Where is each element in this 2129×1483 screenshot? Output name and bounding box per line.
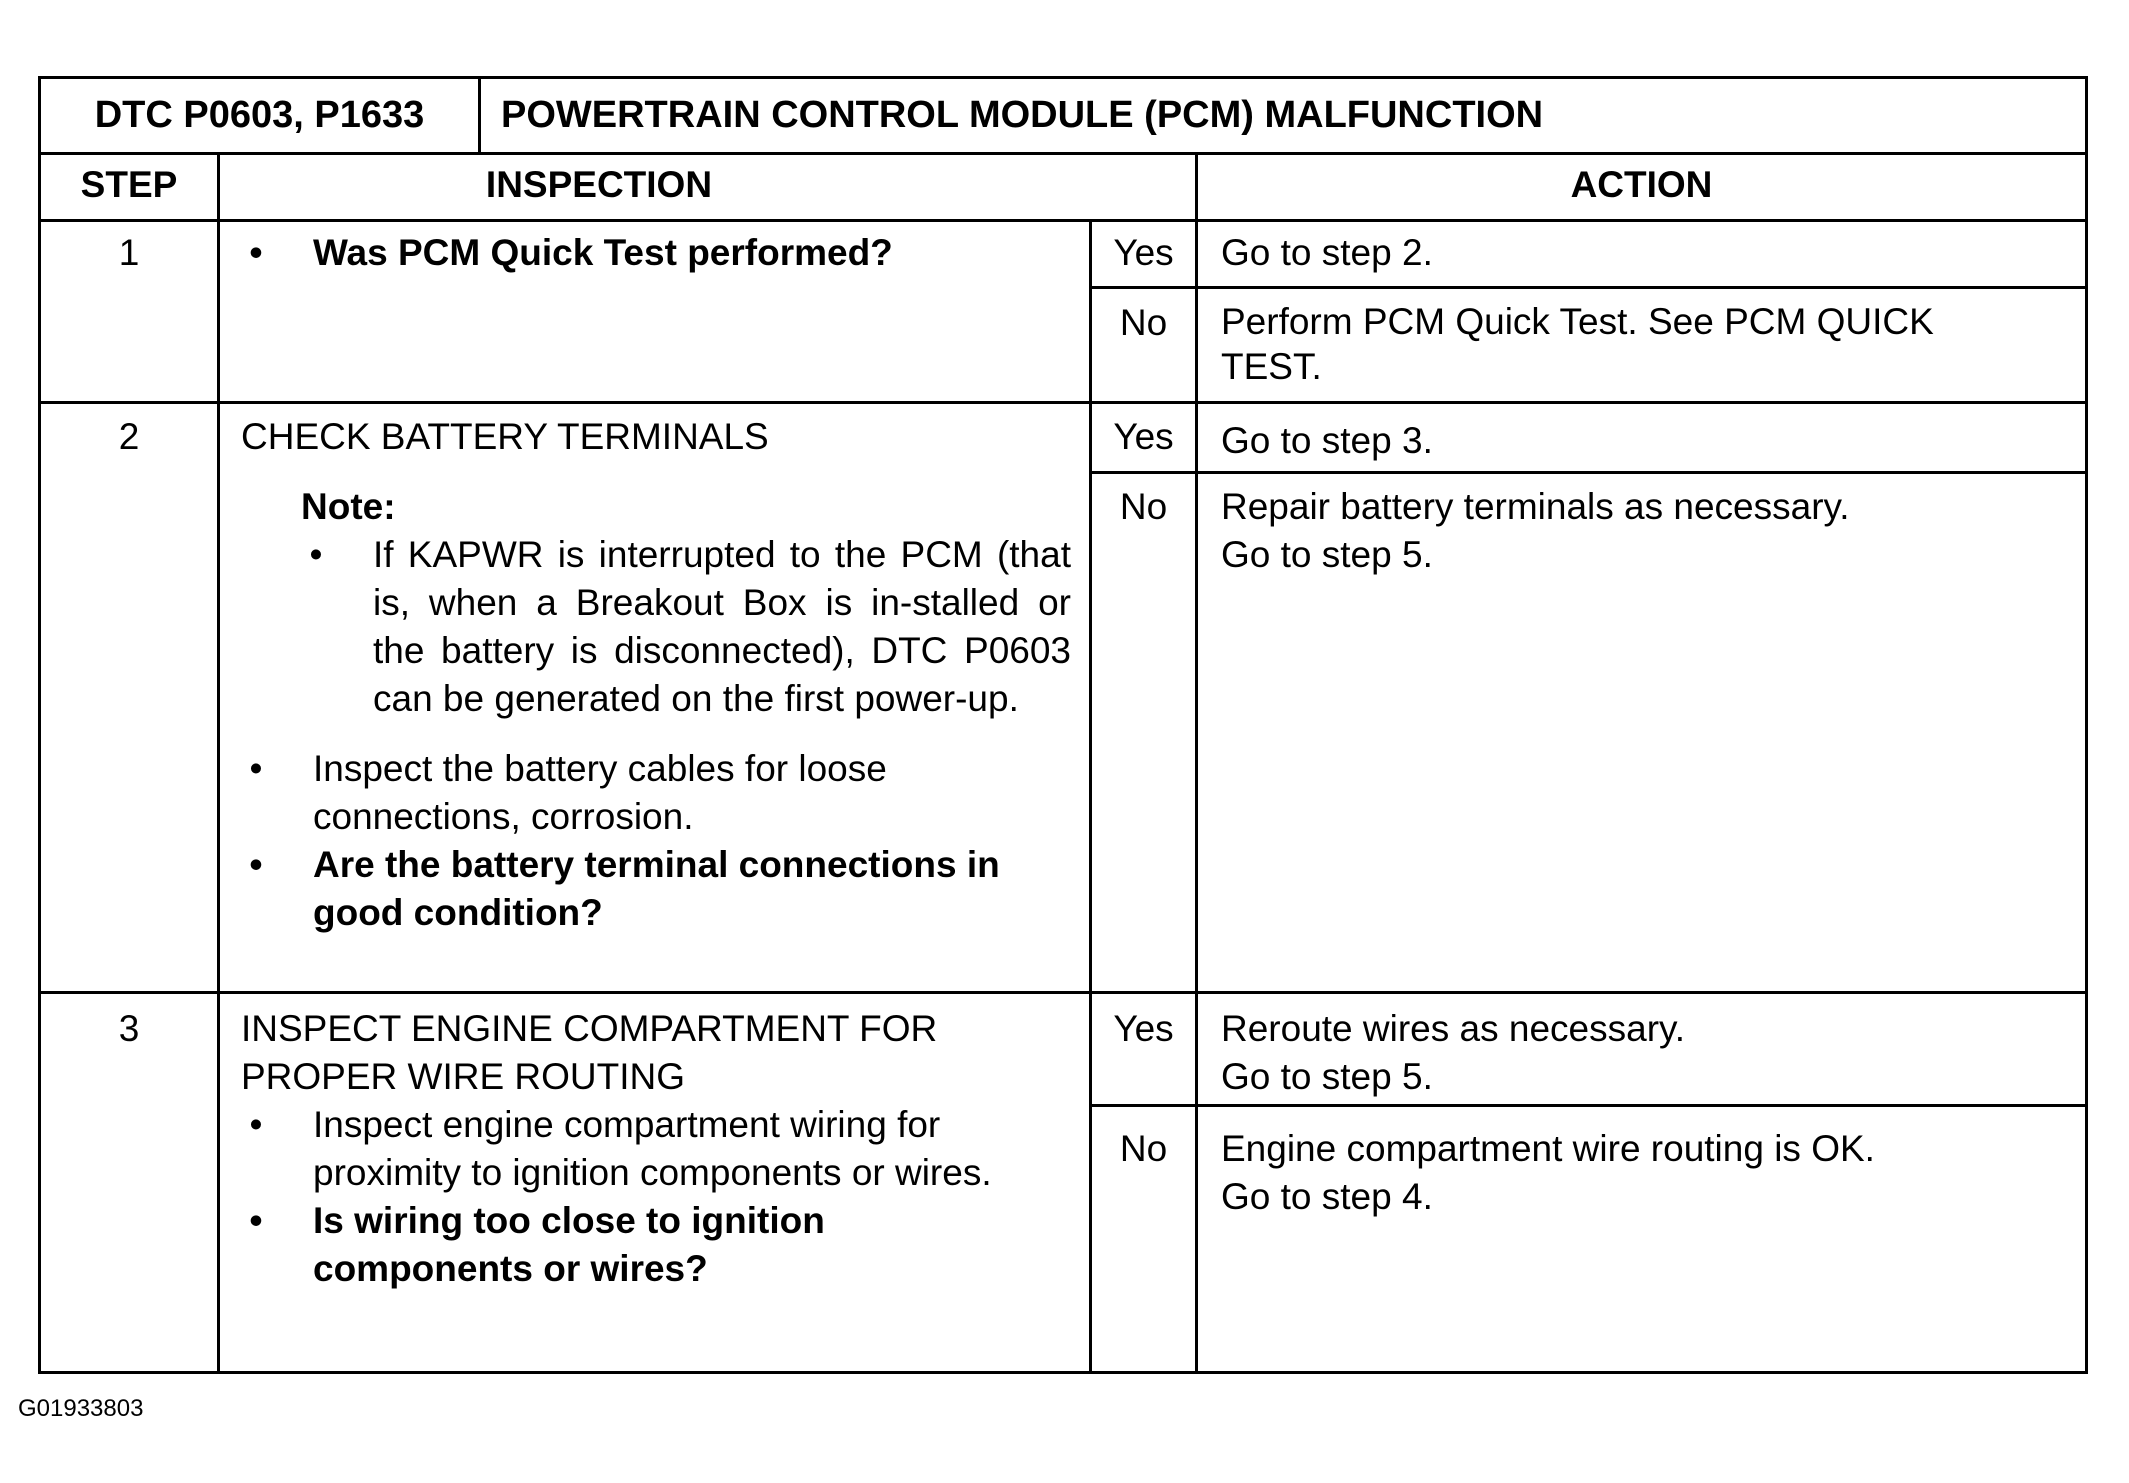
row-divider: [1089, 471, 2085, 474]
note-item: [301, 531, 1071, 723]
yes-action: Go to step 2.: [1221, 232, 1433, 273]
no-action-line: Engine compartment wire routing is OK.: [1221, 1128, 1875, 1169]
no-action-line: Go to step 5.: [1221, 534, 1433, 575]
no-label: No: [1119, 486, 1168, 527]
column-divider: [217, 152, 220, 1371]
bullet-icon: •: [249, 748, 263, 789]
question-text: Are the battery terminal connections in good condition?: [313, 844, 1000, 933]
no-action-line: Perform PCM Quick Test. See PCM QUICK: [1221, 301, 1934, 342]
inspection-question: [241, 1197, 1071, 1293]
no-label: No: [1119, 1128, 1168, 1169]
column-divider: [1195, 152, 1198, 1371]
bullet-icon: •: [309, 534, 323, 575]
page-title: POWERTRAIN CONTROL MODULE (PCM) MALFUNCTION: [501, 94, 1544, 136]
question-text: Was PCM Quick Test performed?: [313, 232, 893, 273]
inspection-bullet: [241, 1101, 1071, 1197]
column-divider: [478, 79, 481, 152]
bullet-icon: •: [249, 232, 263, 273]
no-action: [1221, 1125, 2071, 1221]
inspection-question: [241, 841, 1071, 937]
yes-label: Yes: [1113, 232, 1174, 273]
figure-code: G01933803: [18, 1395, 144, 1422]
bullet-icon: •: [249, 1104, 263, 1145]
step-number: 1: [118, 232, 140, 273]
yes-label: Yes: [1113, 416, 1174, 457]
no-action: [1221, 483, 2071, 579]
no-action-line: Repair battery terminals as necessary.: [1221, 486, 1850, 527]
row-divider: [41, 152, 2085, 155]
inspection-cell: [241, 1005, 1071, 1293]
yes-action: [1221, 1005, 2071, 1101]
column-header-step: STEP: [80, 164, 178, 205]
question-text: Is wiring too close to ignition components or wires?: [313, 1200, 825, 1289]
row-divider: [41, 401, 2085, 404]
column-header-action: ACTION: [1570, 164, 1713, 205]
note-block: [241, 483, 1071, 723]
yes-label: Yes: [1113, 1008, 1174, 1049]
yes-action-line: Reroute wires as necessary.: [1221, 1008, 1686, 1049]
note-text: If KAPWR is interrupted to the PCM (that is, when a Breakout Box is in-stalled or the battery is disconnected), DTC P0603 can be generated on the first power-up.: [373, 534, 1071, 719]
dtc-codes: DTC P0603, P1633: [94, 94, 425, 136]
dtc-table: [38, 76, 2088, 1374]
row-divider: [1089, 1104, 2085, 1107]
inspection-bullet: [241, 745, 1071, 841]
row-divider: [1089, 286, 2085, 289]
no-action: [1221, 299, 2071, 389]
yes-action-line: Go to step 5.: [1221, 1056, 1433, 1097]
no-action-line: TEST.: [1221, 346, 1322, 387]
bullet-icon: •: [249, 844, 263, 885]
inspection-question: [241, 229, 1071, 277]
bullet-text: Inspect engine compartment wiring for proximity to ignition components or wires.: [313, 1104, 992, 1193]
column-divider: [1089, 219, 1092, 1371]
bullet-text: Inspect the battery cables for loose connections, corrosion.: [313, 748, 887, 837]
inspection-cell: [241, 229, 1071, 277]
inspection-title: INSPECT ENGINE COMPARTMENT FOR PROPER WIRE ROUTING: [241, 1008, 938, 1097]
note-label: Note:: [301, 486, 396, 527]
no-action-line: Go to step 4.: [1221, 1176, 1433, 1217]
bullet-icon: •: [249, 1200, 263, 1241]
inspection-title: CHECK BATTERY TERMINALS: [241, 416, 769, 457]
row-divider: [41, 219, 2085, 222]
column-header-inspection: INSPECTION: [485, 164, 713, 205]
yes-action: Go to step 3.: [1221, 420, 1433, 461]
no-label: No: [1119, 302, 1168, 343]
row-divider: [41, 991, 2085, 994]
inspection-cell: [241, 413, 1071, 937]
step-number: 3: [118, 1008, 140, 1049]
step-number: 2: [118, 416, 140, 457]
